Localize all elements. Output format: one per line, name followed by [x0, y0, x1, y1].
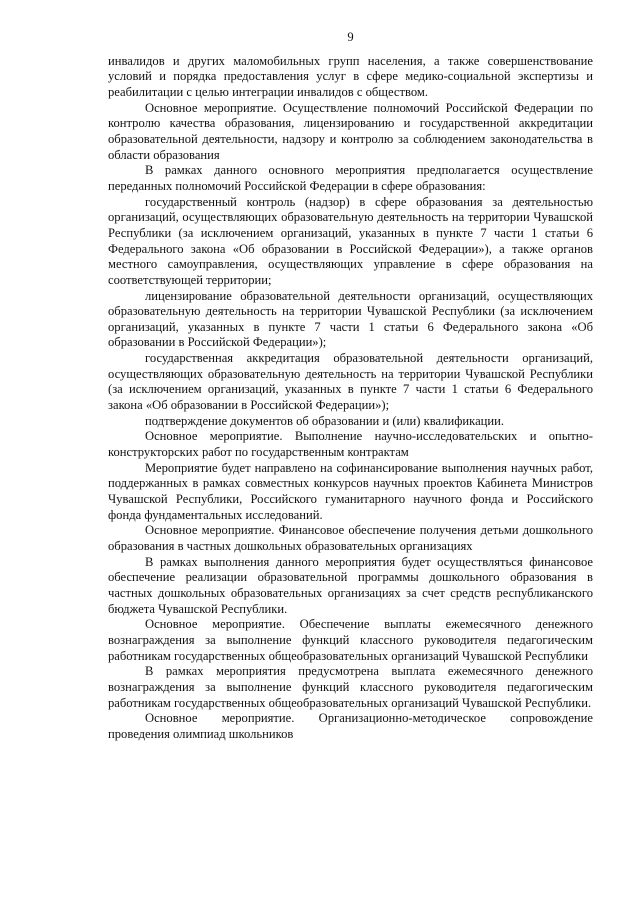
document-page [108, 30, 593, 743]
paragraph-continuation: инвалидов и других маломобильных групп населения, а также совершенствование условий и порядка предоставления услуг в сфере медико-социальной экспертизы и реабилитации с целью интеграции инвалидов с обществом. [108, 53, 593, 99]
list-item-state-control: государственный контроль (надзор) в сфере образования за деятельностью организаций, осуществляющих образовательную деятельность на территории Чувашской Республики (за исключением организаций, указанных в пункте 7 части 1 статьи 6 Федерального закона «Об образовании в Российской Федерации»), а также органов местного самоуправления, осуществляющих управление в сфере образования на соответствующей территории; [108, 194, 593, 287]
list-item-licensing: лицензирование образовательной деятельности организаций, осуществляющих образовательную деятельность на территории Чувашской Республики (за исключением организаций, указанных в пункте 7 части 1 статьи 6 Федерального закона «Об образовании в Российской Федерации»); [108, 288, 593, 350]
section-heading-olympiads: Основное мероприятие. Организационно-методическое сопровождение проведения олимпиад школьников [108, 711, 593, 741]
paragraph-preschool-funding: В рамках выполнения данного мероприятия будет осуществляться финансовое обеспечение реализации образовательной программы дошкольного образования в частных дошкольных образовательных организациях за счет средств республиканского бюджета Чувашской Республики. [108, 554, 593, 616]
paragraph-research-cofinancing: Мероприятие будет направлено на софинансирование выполнения научных работ, поддержанных в рамках совместных конкурсов научных проектов Кабинета Министров Чувашской Республики, Российского гуманитарного научного фонда и Российского фонда фундаментальных исследований. [108, 460, 593, 522]
section-heading-federal-powers: Основное мероприятие. Осуществление полномочий Российской Федерации по контролю качества образования, лицензированию и государственной аккредитации образовательной деятельности, надзору и контролю за соблюдением законодательства в области образования [108, 100, 593, 162]
list-item-accreditation: государственная аккредитация образовательной деятельности организаций, осуществляющих образовательную деятельность на территории Чувашской Республики (за исключением организаций, указанных в пункте 7 части 1 статьи 6 Федерального закона «Об образовании в Российской Федерации»); [108, 351, 593, 413]
list-item-document-confirmation: подтверждение документов об образовании и (или) квалификации. [145, 413, 505, 428]
section-heading-preschool-funding: Основное мероприятие. Финансовое обеспечение получения детьми дошкольного образования в частных дошкольных образовательных организациях [108, 523, 593, 553]
paragraph-class-teacher-payment: В рамках мероприятия предусмотрена выплата ежемесячного денежного вознаграждения за выполнение функций классного руководителя педагогическим работникам государственных общеобразовательных организаций Чувашской Республики. [108, 664, 593, 710]
section-heading-research-contracts: Основное мероприятие. Выполнение научно-исследовательских и опытно-конструкторских работ по государственным контрактам [108, 429, 593, 460]
section-heading-class-teacher-payment: Основное мероприятие. Обеспечение выплаты ежемесячного денежного вознаграждения за выполнение функций классного руководителя педагогическим работникам государственных общеобразовательных организаций Чувашской Республики [108, 617, 593, 663]
paragraph-federal-powers-intro: В рамках данного основного мероприятия предполагается осуществление переданных полномочий Российской Федерации в сфере образования: [108, 163, 593, 193]
page-number: 9 [347, 30, 354, 44]
